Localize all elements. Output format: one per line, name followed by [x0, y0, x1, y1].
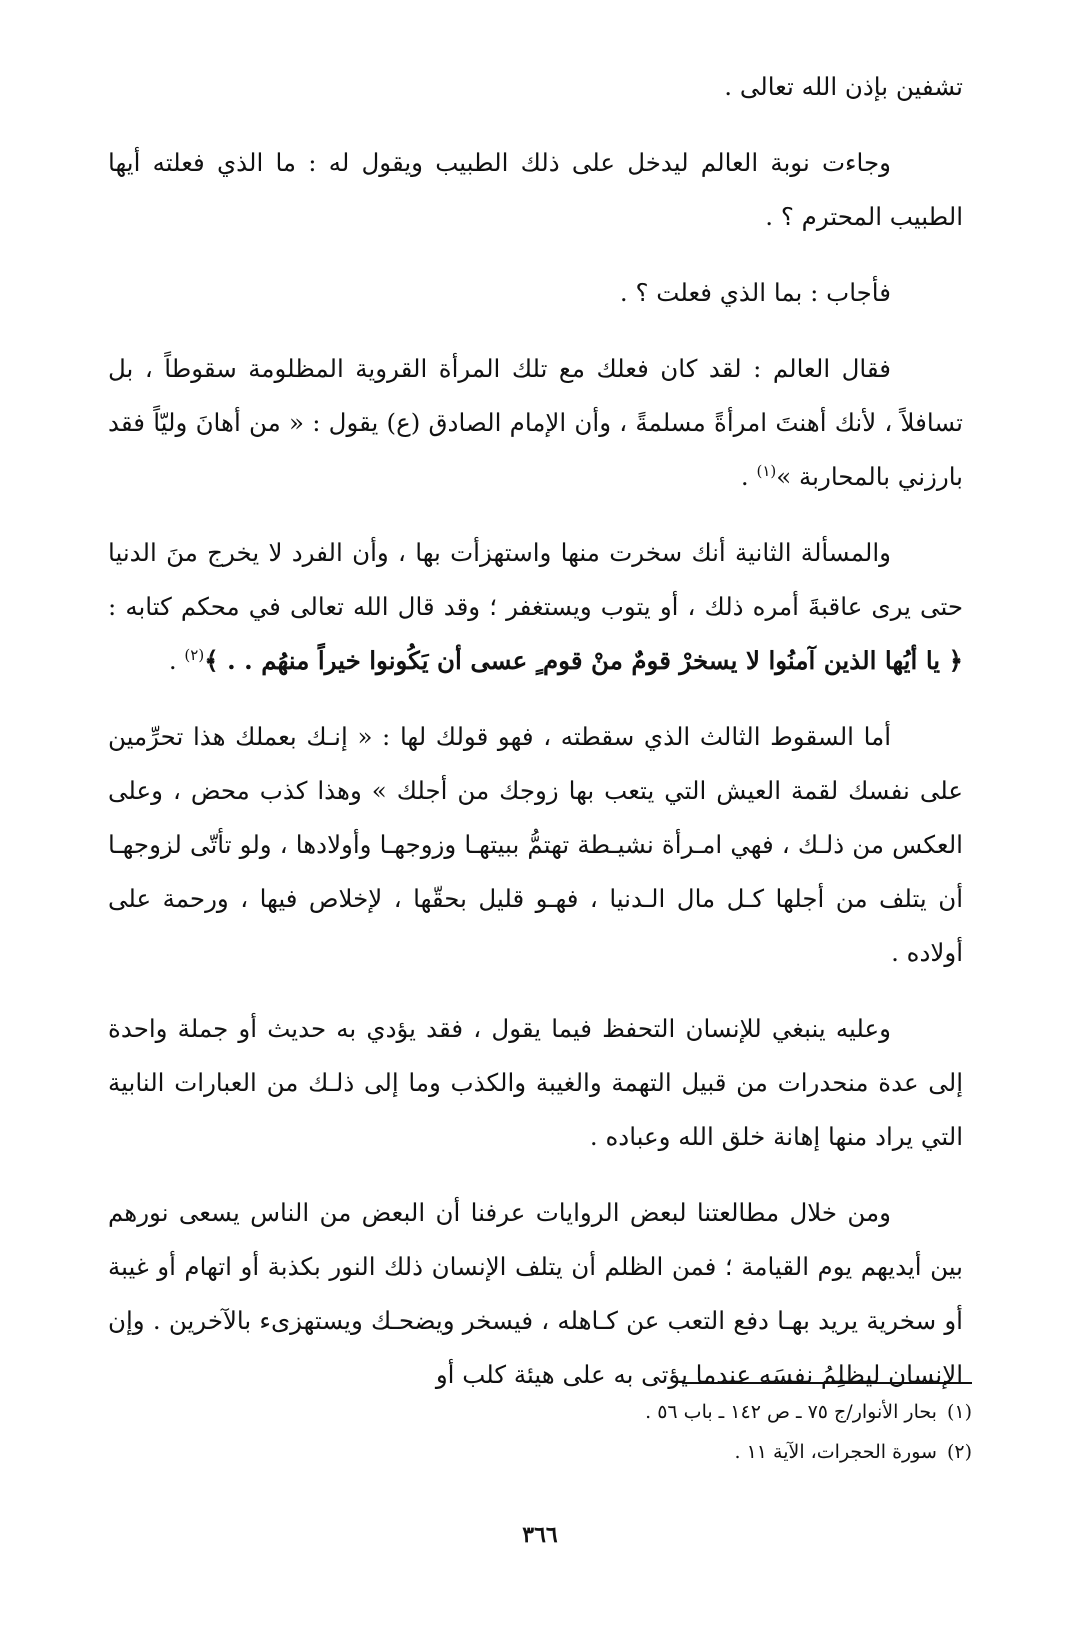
paragraph-2: وجاءت نوبة العالم ليدخل على ذلك الطبيب ويقول له : ما الذي فعلته أيها الطبيب المحترم ؟ . — [108, 148, 963, 231]
footnote-ref-1[interactable]: (١) — [756, 461, 777, 480]
footnote-1-text: بحار الأنوار/ج ٧٥ ـ ص ١٤٢ ـ باب ٥٦ . — [645, 1401, 937, 1423]
footnote-2-number: (٢) — [946, 1441, 972, 1463]
paragraph-6: أما السقوط الثالث الذي سقطته ، فهو قولك لها : « إنـك بعملك هذا تحرِّمين على نفسك لقمة العيش التي يتعب بها زوجك من أجلك » وهذا كذب محض ، وعلى العكس من ذلـك ، فهي امـرأة نشيـطة تهتمُّ ببيتهـا وزوجهـا وأولادها ، ولو تأتّى لزوجهـا أن يتلف من أجلها كـل مال الـدنيا ، فهـو قليل بحقّها ، لإخلاص فيها ، ورحمة على أولاده . — [108, 722, 963, 967]
page-number: ٣٦٦ — [522, 1522, 558, 1548]
footnote-2 — [152, 1432, 972, 1472]
footnotes — [152, 1392, 972, 1472]
paragraph-5 — [108, 526, 963, 688]
footnote-ref-2[interactable]: (٢) — [184, 645, 205, 664]
footnote-1 — [152, 1392, 972, 1432]
footnote-1-number: (١) — [946, 1401, 972, 1423]
paragraph-5-end: . — [168, 646, 185, 675]
paragraph-4 — [108, 342, 963, 504]
paragraph-7: وعليه ينبغي للإنسان التحفظ فيما يقول ، فقد يؤدي به حديث أو جملة واحدة إلى عدة منحدرات من قبيل التهمة والغيبة والكذب وما إلى ذلـك من العبارات النابية التي يراد منها إهانة خلق الله وعباده . — [108, 1014, 963, 1151]
paragraph-4-text: فقال العالم : لقد كان فعلك مع تلك المرأة القروية المظلومة سقوطاً ، بل تسافلاً ، لأنك أهنتَ امرأةً مسلمةً ، وأن الإمام الصادق (ع) يقول : « من أهانَ وليّاً فقد بارزني بالمحاربة » — [108, 354, 963, 491]
page-body — [108, 60, 963, 1424]
paragraph-4-end: . — [740, 462, 757, 491]
quran-verse: ﴿ يا أيُها الذين آمنُوا لا يسخرْ قومٌ منْ قوم ٍ عسى أن يَكُونوا خيراً منهُم . . ﴾ — [204, 646, 963, 675]
footnote-divider — [682, 1382, 972, 1384]
paragraph-8: ومن خلال مطالعتنا لبعض الروايات عرفنا أن البعض من الناس يسعى نورهم بين أيديهم يوم القيامة ؛ فمن الظلم أن يتلف الإنسان ذلك النور بكذبة أو اتهام أو غيبة أو سخرية يريد بهـا دفع التعب عن كـاهله ، فيسخر ويضحـك ويستهزىء بالآخرين . وإن الإنسان ليظلِمُ نفسَه عندما يؤتى به على هيئة كلب أو — [108, 1198, 963, 1389]
paragraph-1: تشفين بإذن الله تعالى . — [724, 72, 963, 101]
paragraph-5-text: والمسألة الثانية أنك سخرت منها واستهزأت بها ، وأن الفرد لا يخرج منَ الدنيا حتى يرى عاقبةَ أمره ذلك ، أو يتوب ويستغفر ؛ وقد قال الله تعالى في محكم كتابه : — [108, 538, 963, 621]
footnote-2-text: سورة الحجرات، الآية ١١ . — [734, 1441, 937, 1463]
paragraph-3: فأجاب : بما الذي فعلت ؟ . — [619, 278, 891, 307]
